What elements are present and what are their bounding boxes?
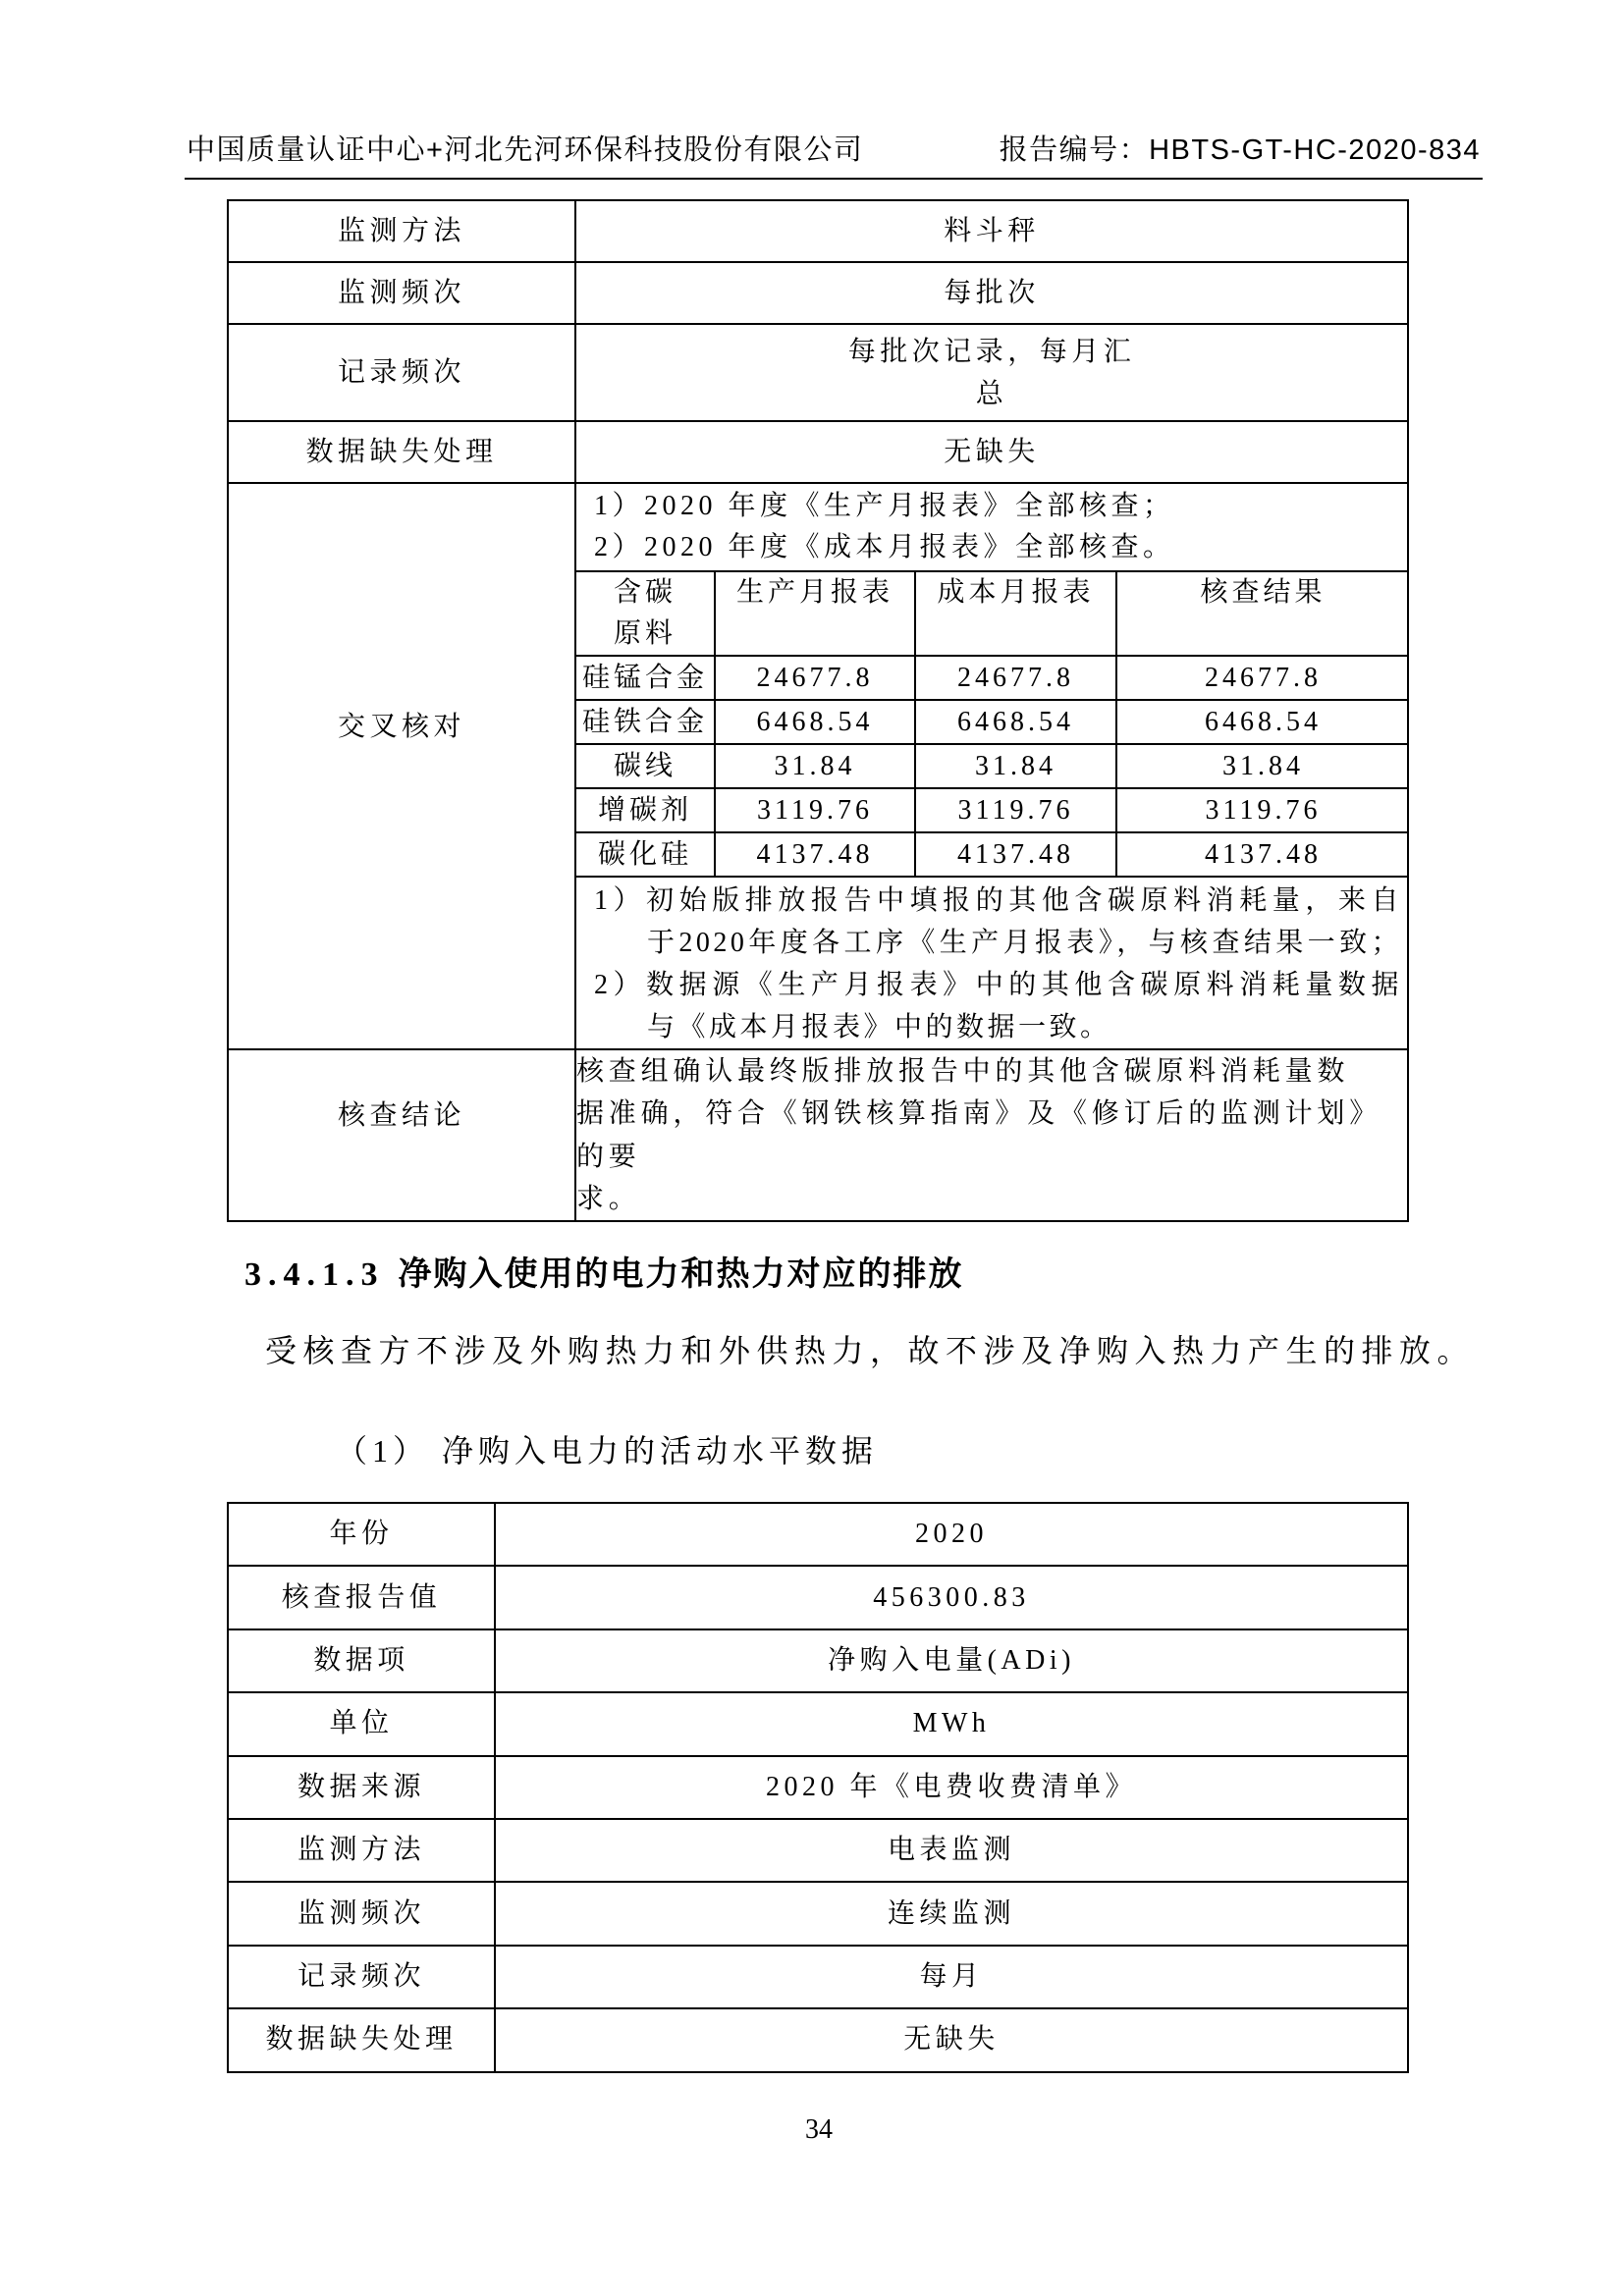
intro-line: 2）2020 年度《成本月报表》全部核查。 [594,532,1175,562]
row-label: 数据缺失处理 [228,2008,495,2071]
table-row [576,788,1409,832]
note-line: 1）初始版排放报告中填报的其他含碳原料消耗量，来自 [594,885,1402,916]
table-row [576,700,1409,744]
table-row [228,1756,1408,1819]
subsection-heading: （1） 净购入电力的活动水平数据 [336,1433,879,1468]
row-value: 电表监测 [495,1819,1408,1882]
conclusion-line: 据准确，符合《钢铁核算指南》及《修订后的监测计划》 [576,1098,1382,1130]
material-cell: 硅锰合金 [576,656,715,700]
table-row [228,1692,1408,1755]
cost-cell: 6468.54 [915,700,1116,744]
table-row [228,1946,1408,2008]
table-row [228,1503,1408,1566]
conclusion-row [228,1049,1408,1221]
section-number: 3.4.1.3 [244,1256,385,1293]
table-row [228,1819,1408,1882]
table-row [228,2008,1408,2071]
material-cell: 碳线 [576,744,715,788]
conclusion-line: 核查组确认最终版排放报告中的其他含碳原料消耗量数 [576,1056,1350,1087]
row-label: 年份 [228,1503,495,1566]
row-label: 数据项 [228,1629,495,1692]
column-header-material [576,571,715,656]
row-value [575,200,1408,262]
value-line: 料斗秤 [944,216,1040,246]
cross-check-table [576,570,1409,878]
row-label: 监测方法 [228,1819,495,1882]
production-cell: 6468.54 [715,700,915,744]
row-value [575,262,1408,324]
note-line: 于2020年度各工序《生产月报表》，与核查结果一致； [647,928,1402,958]
production-cell: 4137.48 [715,832,915,877]
row-value [575,324,1408,421]
row-value [575,421,1408,483]
cross-check-row [228,483,1408,1049]
conclusion-line: 的要 [576,1141,641,1172]
cross-check-label: 交叉核对 [228,483,575,1049]
section-title: 净购入使用的电力和热力对应的排放 [398,1256,964,1293]
cost-cell: 31.84 [915,744,1116,788]
row-label: 单位 [228,1692,495,1755]
note-line: 2）数据源《生产月报表》中的其他含碳原料消耗量数据 [594,970,1402,1000]
cross-check-notes [576,878,1407,1048]
production-cell: 3119.76 [715,788,915,832]
row-value: MWh [495,1692,1408,1755]
note-line: 与《成本月报表》中的数据一致。 [647,1012,1111,1042]
result-cell: 3119.76 [1116,788,1409,832]
row-value: 无缺失 [495,2008,1408,2071]
value-line: 每批次记录，每月汇 [847,336,1136,367]
row-label: 数据来源 [228,1756,495,1819]
material-cell: 碳化硅 [576,832,715,877]
header-organization: 中国质量认证中心+河北先河环保科技股份有限公司 [187,134,864,166]
cross-check-intro [576,484,1407,570]
value-line: 无缺失 [944,437,1040,467]
cost-cell: 4137.48 [915,832,1116,877]
result-cell: 31.84 [1116,744,1409,788]
table-row [228,1566,1408,1629]
row-label: 监测方法 [228,200,575,262]
production-cell: 24677.8 [715,656,915,700]
header-line: 原料 [613,618,677,649]
header-report-number: 报告编号：HBTS-GT-HC-2020-834 [999,134,1481,166]
section-heading [244,1252,964,1299]
row-label: 监测频次 [228,262,575,324]
row-label: 记录频次 [228,1946,495,2008]
value-line: 每批次 [944,278,1040,308]
result-cell: 6468.54 [1116,700,1409,744]
table-row [576,744,1409,788]
material-cell: 增碳剂 [576,788,715,832]
intro-line: 1）2020 年度《生产月报表》全部核查； [594,491,1175,521]
cost-cell: 24677.8 [915,656,1116,700]
table-row [576,832,1409,877]
row-value: 每月 [495,1946,1408,2008]
cost-cell: 3119.76 [915,788,1116,832]
raw-material-monitoring-table [227,199,1409,1222]
conclusion-label: 核查结论 [228,1049,575,1221]
header-divider [185,178,1483,180]
electricity-activity-table [227,1502,1409,2073]
conclusion-content [575,1049,1408,1221]
row-label: 数据缺失处理 [228,421,575,483]
conclusion-line: 求。 [576,1183,641,1214]
value-line: 总 [975,378,1008,409]
table-row [228,1882,1408,1945]
row-value: 456300.83 [495,1566,1408,1629]
result-cell: 4137.48 [1116,832,1409,877]
table-row [228,262,1408,324]
column-header-result: 核查结果 [1116,571,1409,656]
row-label: 记录频次 [228,324,575,421]
production-cell: 31.84 [715,744,915,788]
cross-check-content [575,483,1408,1049]
row-value: 连续监测 [495,1882,1408,1945]
row-value: 2020 [495,1503,1408,1566]
row-label: 核查报告值 [228,1566,495,1629]
table-row [228,324,1408,421]
result-cell: 24677.8 [1116,656,1409,700]
table-row [228,421,1408,483]
material-cell: 硅铁合金 [576,700,715,744]
column-header-cost: 成本月报表 [915,571,1116,656]
row-value: 净购入电量(ADi) [495,1629,1408,1692]
table-row [228,200,1408,262]
header-line: 含碳 [613,577,677,608]
row-label: 监测频次 [228,1882,495,1945]
column-header-production: 生产月报表 [715,571,915,656]
page-number: 34 [805,2114,833,2145]
section-paragraph: 受核查方不涉及外购热力和外供热力，故不涉及净购入热力产生的排放。 [265,1333,1476,1368]
table-row [576,656,1409,700]
cross-check-header-row [576,571,1409,656]
table-row [228,1629,1408,1692]
row-value: 2020 年《电费收费清单》 [495,1756,1408,1819]
